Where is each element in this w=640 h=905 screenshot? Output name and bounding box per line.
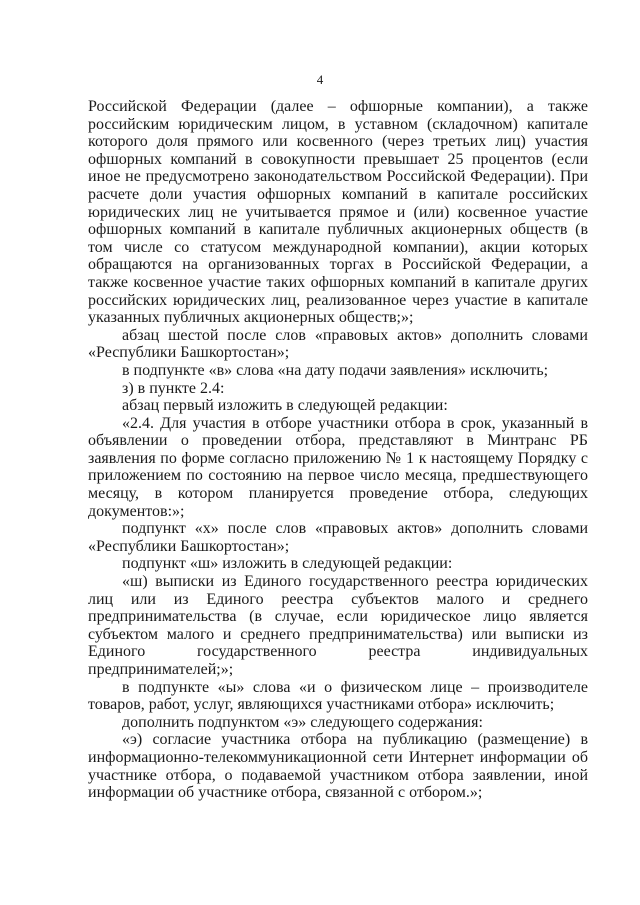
paragraph-abzac-first: абзац первый изложить в следующей редакции: [122,397,448,415]
document-body [88,98,588,802]
paragraph-subpoint-sh-intro: подпункт «ш» изложить в следующей редакции: [122,555,453,573]
paragraph-subpoint-v: в подпункте «в» слова «на дату подачи заявления» исключить; [122,361,549,379]
paragraph-subpoint-e-text: «э) согласие участника отбора на публикацию (размещение) в информационно-телекоммуникационной сети Интернет информации об участнике отбора, о подаваемой участником отбора заявлении, иной информации об участнике отбора, связанной с отбором.»; [88,731,588,802]
page-number: 4 [316,72,324,87]
paragraph-add-subpoint-e: дополнить подпунктом «э» следующего содержания: [122,713,483,731]
paragraph-subpoint-y: в подпункте «ы» слова «и о физическом лице – производителе товаров, работ, услуг, являющихся участниками отбора» исключить; [88,678,588,714]
paragraph-offshore-continuation: Российской Федерации (далее – офшорные компании), а также российским юридическим лицом, в уставном (складочном) капитале которого доля прямого или косвенного (через третьих лиц) участия офшорных компаний в совокупности превышает 25 процентов (если иное не предусмотрено законодательством Российской Федерации). При расчете доли участия офшорных компаний в капитале российских юридических лиц не учитывается прямое и (или) косвенное участие офшорных компаний в капитале публичных акционерных обществ (в том числе со статусом международной компании), акции которых обращаются на организованных торгах в Российской Федерации, а также косвенное участие таких офшорных компаний в капитале других российских юридических лиц, реализованное через участие в капитале указанных публичных акционерных обществ;»; [88,98,588,327]
paragraph-abzac-sixth: абзац шестой после слов «правовых актов» дополнить словами «Республики Башкортостан»; [88,326,588,362]
paragraph-subpoint-kh: подпункт «х» после слов «правовых актов» дополнить словами «Республики Башкортостан»; [88,520,588,555]
paragraph-point-z: з) в пункте 2.4: [122,379,225,397]
paragraph-subpoint-sh-text: «ш) выписки из Единого государственного реестра юридических лиц или из Единого реестра субъектов малого и среднего предпринимательства (в случае, если юридическое лицо является субъектом малого и среднего предпринимательства) или выписки из Единого государственного реестра индивидуальных предпринимателей;»; [88,573,588,678]
paragraph-point-2-4: «2.4. Для участия в отборе участники отбора в срок, указанный в объявлении о проведении отбора, представляют в Минтранс РБ заявления по форме согласно приложению № 1 к настоящему Порядку с приложением по состоянию на первое число месяца, предшествующего месяцу, в котором планируется проведение отбора, следующих документов:»; [88,414,588,520]
